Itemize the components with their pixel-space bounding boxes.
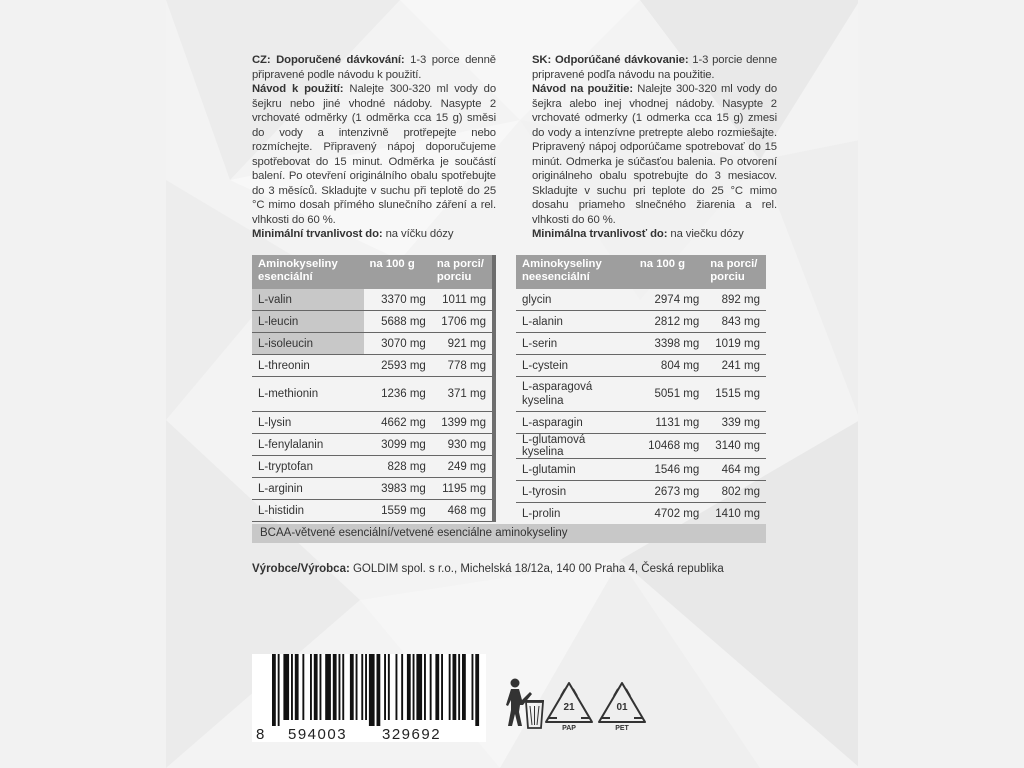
barcode-bar <box>388 654 390 720</box>
table-row <box>252 478 494 500</box>
value-per-100g: 3398 mg <box>634 333 704 355</box>
amino-acid-name: L-fenylalanin <box>252 434 364 456</box>
amino-acid-name: L-tryptofan <box>252 456 364 478</box>
cz-use-label: Návod k použití: <box>252 83 344 95</box>
amino-acid-name: L-prolin <box>516 503 634 525</box>
value-per-portion: 1195 mg <box>431 478 494 500</box>
barcode-bar <box>435 654 439 720</box>
amino-acid-name: L-alanin <box>516 311 634 333</box>
table-row <box>516 481 766 503</box>
value-per-100g: 1546 mg <box>634 459 704 481</box>
cz-expiry-text: na víčku dózy <box>382 228 454 240</box>
table-row <box>252 377 494 412</box>
barcode-bar <box>416 654 422 720</box>
value-per-portion: 843 mg <box>704 311 766 333</box>
value-per-100g: 5051 mg <box>634 377 704 412</box>
table-row <box>252 333 494 355</box>
barcode-bar <box>396 654 398 720</box>
barcode-bar <box>278 654 280 726</box>
amino-acid-name: L-glutamin <box>516 459 634 481</box>
value-per-100g: 828 mg <box>364 456 431 478</box>
table-row <box>516 289 766 311</box>
barcode <box>252 654 486 742</box>
barcode-bar <box>413 654 415 720</box>
column-header-per100: na 100 g <box>364 255 431 289</box>
barcode-group-2: 329692 <box>382 726 442 743</box>
value-per-portion: 464 mg <box>704 459 766 481</box>
barcode-bar <box>462 654 466 720</box>
sk-use-text: Nalejte 300-320 ml vody do šejkra alebo inej vhodnej nádoby. Nasypte 2 vrchovaté odmerky (1 odmerka cca 15 g) zmesi do vody a intenzívne pretrepte alebo rozmiešajte. Pripravený nápoj odporúčame spotrebovať do 15 minút. Odmerka je súčasťou balenia. Po otvorení originálneho obalu spotrebujte do 3 mesiacov. Skladujte v suchu pri teplote do 25 °C mimo dosahu priameho slnečného žiarenia a rel. vlhkosti do 60 %. <box>532 83 778 226</box>
essential-amino-acids-table <box>252 255 496 522</box>
value-per-portion: 930 mg <box>431 434 494 456</box>
value-per-100g: 2593 mg <box>364 355 431 377</box>
barcode-bar <box>407 654 411 720</box>
value-per-portion: 371 mg <box>431 377 494 412</box>
table-row <box>252 412 494 434</box>
sk-dose-text: 1-3 porcie denne pripravené podľa návodu na použitie. <box>532 54 778 81</box>
table-row <box>516 503 766 525</box>
value-per-portion: 1019 mg <box>704 333 766 355</box>
table-row <box>252 456 494 478</box>
cz-dose-label: CZ: Doporučené dávkování: <box>252 54 405 66</box>
barcode-bar <box>291 654 293 720</box>
value-per-portion: 921 mg <box>431 333 494 355</box>
sk-dose-label: SK: Odporúčané dávkovanie: <box>532 54 689 66</box>
value-per-portion: 468 mg <box>431 500 494 522</box>
barcode-bar <box>365 654 367 720</box>
barcode-bar <box>295 654 299 720</box>
table-row <box>252 289 494 311</box>
barcode-bar <box>350 654 354 720</box>
recycle-triangle-icon <box>543 680 595 737</box>
barcode-bar <box>475 654 479 726</box>
amino-acid-name: L-asparagin <box>516 412 634 434</box>
value-per-100g: 4702 mg <box>634 503 704 525</box>
manufacturer-label: Výrobce/Výrobca: <box>252 563 350 575</box>
recycle-triangle-icon <box>596 680 648 737</box>
value-per-100g: 3370 mg <box>364 289 431 311</box>
value-per-portion: 892 mg <box>704 289 766 311</box>
barcode-bar <box>333 654 337 720</box>
amino-acid-name: glycin <box>516 289 634 311</box>
cz-use-text: Nalejte 300-320 ml vody do šejkru nebo jiné vhodné nádoby. Nasypte 2 vrchovaté odměrky (1 odměrka cca 15 g) směsi do vody a intenzivně protřepejte nebo rozmíchejte. Připravený nápoj doporučujeme spotřebovat do 15 minut. Odměrka je součástí balení. Po otevření originálního obalu spotřebujte do 3 měsíců. Skladujte v suchu při teplotě do 25 °C mimo dosah přímého slunečního záření a rel. vlhkosti do 60 %. <box>252 83 496 226</box>
value-per-portion: 1399 mg <box>431 412 494 434</box>
tidyman-icon <box>506 678 544 735</box>
barcode-bar <box>342 654 344 720</box>
amino-acid-name: L-valin <box>252 289 364 311</box>
recycle-label: PAP <box>562 725 576 732</box>
value-per-portion: 3140 mg <box>704 434 766 459</box>
barcode-bar <box>441 654 443 720</box>
barcode-bar <box>320 654 322 720</box>
amino-acid-name: L-serin <box>516 333 634 355</box>
value-per-100g: 2673 mg <box>634 481 704 503</box>
nonessential-amino-acids-table <box>516 255 766 525</box>
barcode-bar <box>458 654 460 720</box>
barcode-bar <box>384 654 386 720</box>
table-body <box>516 289 766 525</box>
value-per-100g: 1236 mg <box>364 377 431 412</box>
amino-acid-name: L-glutamová kyselina <box>516 434 634 459</box>
amino-acid-name: L-tyrosin <box>516 481 634 503</box>
barcode-bar <box>430 654 432 720</box>
amino-acid-name: L-methionin <box>252 377 364 412</box>
barcode-bar <box>356 654 358 720</box>
barcode-bar <box>302 654 304 720</box>
value-per-portion: 249 mg <box>431 456 494 478</box>
table-row <box>516 333 766 355</box>
value-per-portion: 802 mg <box>704 481 766 503</box>
bcaa-note: BCAA-větvené esenciální/vetvené esenciálne aminokyseliny <box>252 524 766 543</box>
recycle-label: PET <box>615 725 629 732</box>
table-row <box>516 311 766 333</box>
manufacturer-text: GOLDIM spol. s r.o., Michelská 18/12a, 140 00 Praha 4, Česká republika <box>349 563 724 575</box>
value-per-100g: 3983 mg <box>364 478 431 500</box>
barcode-bar <box>314 654 318 720</box>
table-header-row <box>252 255 494 289</box>
value-per-portion: 1706 mg <box>431 311 494 333</box>
table-row <box>516 412 766 434</box>
amino-acid-name: L-cystein <box>516 355 634 377</box>
table-body <box>252 289 494 522</box>
column-header-portion: na porci/ porciu <box>431 255 494 289</box>
value-per-100g: 1131 mg <box>634 412 704 434</box>
table-row <box>516 355 766 377</box>
table-row <box>252 311 494 333</box>
instructions-sk <box>532 53 777 242</box>
barcode-group-1: 594003 <box>288 726 348 743</box>
barcode-bar <box>310 654 312 720</box>
barcode-bar <box>472 654 474 720</box>
value-per-100g: 10468 mg <box>634 434 704 459</box>
value-per-portion: 1011 mg <box>431 289 494 311</box>
value-per-portion: 1515 mg <box>704 377 766 412</box>
table-header-row <box>516 255 766 289</box>
table-row <box>516 434 766 459</box>
column-header-per100: na 100 g <box>634 255 704 289</box>
table-row <box>516 377 766 412</box>
barcode-first-digit: 8 <box>256 726 265 743</box>
barcode-bar <box>401 654 403 720</box>
table-row <box>252 355 494 377</box>
recycle-number: 21 <box>563 702 575 713</box>
barcode-bars <box>252 654 486 726</box>
sk-expiry-text: na viečku dózy <box>667 228 744 240</box>
cz-expiry-label: Minimální trvanlivost do: <box>252 228 383 240</box>
barcode-bar <box>377 654 381 726</box>
sk-expiry-label: Minimálna trvanlivosť do: <box>532 228 668 240</box>
barcode-bar <box>361 654 363 720</box>
value-per-portion: 241 mg <box>704 355 766 377</box>
value-per-100g: 4662 mg <box>364 412 431 434</box>
amino-acid-name: L-leucin <box>252 311 364 333</box>
amino-acid-name: L-threonin <box>252 355 364 377</box>
barcode-bar <box>283 654 289 720</box>
cz-dose-text: 1-3 porce denně připravené podle návodu k použití. <box>252 54 496 81</box>
value-per-100g: 1559 mg <box>364 500 431 522</box>
amino-acid-name: L-histidin <box>252 500 364 522</box>
column-header-name: Aminokyseliny esenciální <box>252 255 364 289</box>
table-row <box>516 459 766 481</box>
value-per-portion: 778 mg <box>431 355 494 377</box>
amino-acid-name: L-lysin <box>252 412 364 434</box>
column-header-portion: na porci/ porciu <box>704 255 766 289</box>
amino-acid-name: L-arginin <box>252 478 364 500</box>
value-per-100g: 5688 mg <box>364 311 431 333</box>
instructions-cz <box>252 53 496 242</box>
value-per-100g: 804 mg <box>634 355 704 377</box>
value-per-portion: 339 mg <box>704 412 766 434</box>
barcode-bar <box>339 654 341 720</box>
barcode-bar <box>453 654 457 720</box>
barcode-bar <box>369 654 375 726</box>
barcode-bar <box>325 654 331 720</box>
amino-acid-name: L-asparagová kyselina <box>516 377 634 412</box>
manufacturer <box>252 563 724 575</box>
value-per-100g: 2812 mg <box>634 311 704 333</box>
sk-use-label: Návod na použitie: <box>532 83 634 95</box>
table-row <box>252 434 494 456</box>
value-per-100g: 2974 mg <box>634 289 704 311</box>
recycle-number: 01 <box>616 702 628 713</box>
barcode-bar <box>449 654 451 720</box>
amino-acid-name: L-isoleucin <box>252 333 364 355</box>
barcode-bar <box>272 654 276 726</box>
column-header-name: Aminokyseliny neesenciální <box>516 255 634 289</box>
barcode-bar <box>424 654 426 720</box>
value-per-portion: 1410 mg <box>704 503 766 525</box>
value-per-100g: 3070 mg <box>364 333 431 355</box>
value-per-100g: 3099 mg <box>364 434 431 456</box>
table-row <box>252 500 494 522</box>
